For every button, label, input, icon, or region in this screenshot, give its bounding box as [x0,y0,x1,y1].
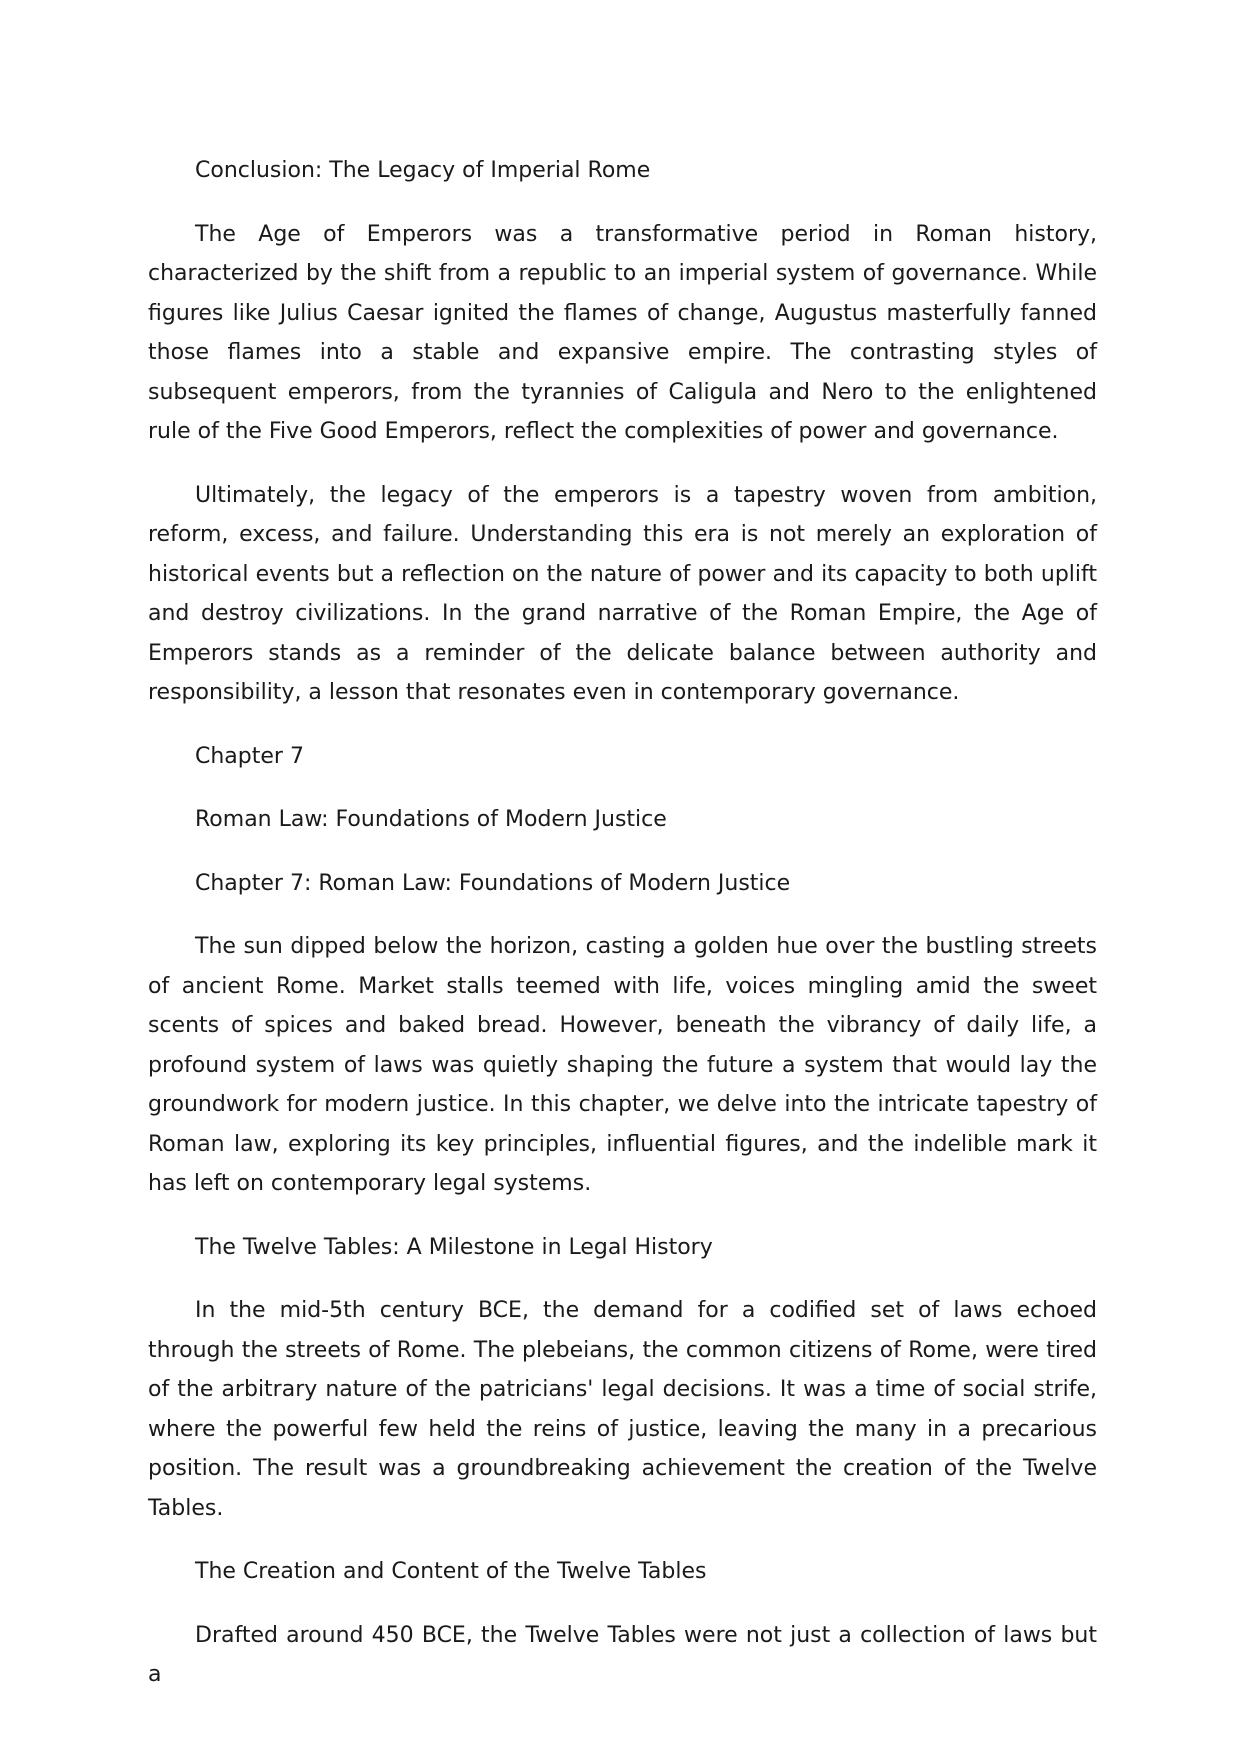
heading-creation-content: The Creation and Content of the Twelve Tables [195,1559,707,1584]
paragraph-age-of-emperors: The Age of Emperors was a transformative period in Roman history, characterized by the shift from a republic to an imperial system of governance. While figures like Julius Caesar ignited the flames of change, Augustus masterfully fanned those flames into a stable and expansive empire. The contrasting styles of subsequent emperors, from the tyrannies of Caligula and Nero to the enlightened rule of the Five Good Emperors, reflect the complexities of power and governance. [148,221,1097,444]
paragraph-mid-5th-century: In the mid-5th century BCE, the demand for a codified set of laws echoed through the streets of Rome. The plebeians, the common citizens of Rome, were tired of the arbitrary nature of the patricians' legal decisions. It was a time of social strife, where the powerful few held the reins of justice, leaving the many in a precarious position. The result was a groundbreaking achievement the creation of the Twelve Tables. [148,1298,1097,1521]
paragraph-legacy-tapestry: Ultimately, the legacy of the emperors is a tapestry woven from ambition, reform, excess, and failure. Understanding this era is not merely an exploration of historical events but a reflection on the nature of power and its capacity to both uplift and destroy civilizations. In the grand narrative of the Roman Empire, the Age of Emperors stands as a reminder of the delicate balance between authority and responsibility, a lesson that resonates even in contemporary governance. [148,482,1097,705]
heading-conclusion: Conclusion: The Legacy of Imperial Rome [195,158,651,183]
paragraph-sun-dipped: The sun dipped below the horizon, casting a golden hue over the bustling streets of ancient Rome. Market stalls teemed with life, voices mingling amid the sweet scents of spices and baked bread. However, beneath the vibrancy of daily life, a profound system of laws was quietly shaping the future a system that would lay the groundwork for modern justice. In this chapter, we delve into the intricate tapestry of Roman law, exploring its key principles, influential figures, and the indelible mark it has left on contemporary legal systems. [148,934,1097,1196]
heading-chapter-number: Chapter 7 [195,743,304,769]
heading-chapter-full-title: Chapter 7: Roman Law: Foundations of Modern Justice [195,870,791,896]
heading-chapter-title: Roman Law: Foundations of Modern Justice [195,807,667,832]
paragraph-drafted-450: Drafted around 450 BCE, the Twelve Tables were not just a collection of laws but a [148,1622,1097,1687]
heading-twelve-tables: The Twelve Tables: A Milestone in Legal History [195,1234,713,1260]
